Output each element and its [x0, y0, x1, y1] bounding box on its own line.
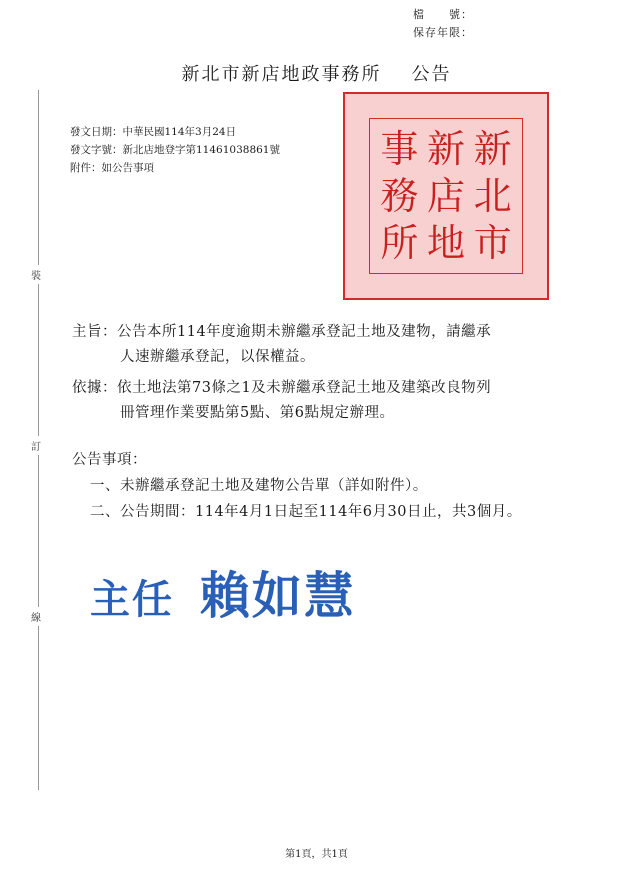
basis-line-2: 冊管理作業要點第5點、第6點規定辦理。	[120, 405, 395, 421]
seal-glyph: 新	[473, 126, 512, 171]
issue-number: 發文字號：新北店地登字第11461038861號	[70, 144, 280, 156]
notice-heading: 公告事項：	[72, 452, 147, 468]
seal-glyph: 事	[380, 126, 419, 171]
signature-name: 賴如慧	[199, 567, 356, 625]
binding-mark-ding: 訂	[31, 436, 41, 455]
page-number: 第1頁，共1頁	[285, 849, 348, 860]
notice-item-1: 一、未辦繼承登記土地及建物公告單（詳如附件）。	[90, 478, 428, 494]
seal-glyph: 店	[426, 173, 465, 218]
seal-glyph: 地	[426, 221, 465, 266]
notice-item-2: 二、公告期間：114年4月1日起至114年6月30日止，共3個月。	[90, 504, 522, 520]
file-number-label: 檔 號：	[413, 8, 473, 21]
official-seal-stamp	[343, 92, 549, 300]
seal-glyph: 所	[380, 221, 419, 266]
subject-line-2: 人速辦繼承登記，以保權益。	[120, 349, 315, 365]
seal-text	[376, 125, 516, 267]
subject-line-1: 主旨：公告本所114年度逾期未辦繼承登記土地及建物，請繼承	[72, 324, 492, 340]
seal-glyph: 務	[380, 173, 419, 218]
office-name: 新北市新店地政事務所	[181, 64, 382, 85]
binding-mark-xian: 線	[31, 607, 41, 626]
signature-title: 主任	[90, 577, 174, 623]
basis-line-1: 依據：依土地法第73條之1及未辦繼承登記土地及建築改良物列	[72, 380, 492, 396]
seal-glyph: 北	[473, 173, 512, 218]
issue-date: 發文日期：中華民國114年3月24日	[70, 126, 237, 138]
attachment-note: 附件：如公告事項	[70, 162, 154, 174]
director-signature-stamp	[90, 556, 356, 628]
seal-border	[369, 118, 523, 274]
seal-glyph: 新	[426, 126, 465, 171]
retention-period-label: 保存年限：	[413, 26, 473, 39]
document-kind: 公告	[411, 64, 452, 85]
seal-glyph: 市	[473, 221, 512, 266]
document-title	[0, 60, 633, 86]
binding-mark-zhuang: 裝	[31, 265, 41, 284]
